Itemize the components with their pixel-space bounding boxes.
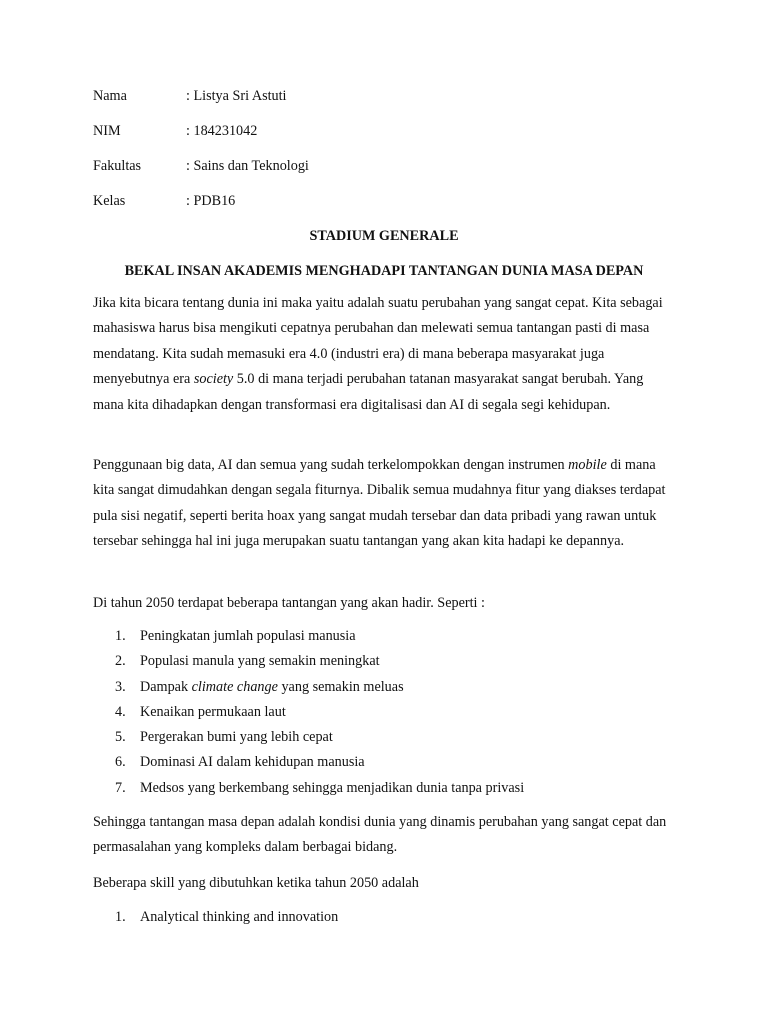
list-number: 1. bbox=[115, 628, 126, 644]
list-text: Analytical thinking and innovation bbox=[140, 909, 339, 925]
list-number: 3. bbox=[115, 678, 126, 695]
list-text: Dominasi AI dalam kehidupan manusia bbox=[140, 754, 365, 771]
list-number: 2. bbox=[115, 653, 126, 670]
paragraph-text: Jika kita bicara tentang dunia ini maka yaitu adalah suatu perubahan yang sangat cepat. Kita sebagai mahasiswa harus bisa mengikuti cepatnya perubahan dan melewati semua tantangan pasti di masa mendatang. Kita sudah memasuki era 4.0 (industri era) di mana beberapa masyarakat juga menyebutnya era bbox=[93, 295, 663, 388]
paragraph-text: Penggunaan big data, AI dan semua yang sudah terkelompokkan dengan instrumen bbox=[93, 457, 569, 473]
document-title: STADIUM GENERALE bbox=[309, 228, 459, 244]
list-item bbox=[93, 649, 677, 674]
paragraph-intro bbox=[93, 291, 677, 418]
list-item bbox=[93, 905, 677, 930]
identity-label: NIM bbox=[93, 123, 121, 139]
list-item bbox=[93, 624, 677, 649]
list-item bbox=[93, 700, 677, 725]
list-text: Medsos yang berkembang sehingga menjadikan dunia tanpa privasi bbox=[140, 779, 525, 796]
identity-label: Nama bbox=[93, 88, 127, 104]
list-text: Pergerakan bumi yang lebih cepat bbox=[140, 729, 333, 746]
paragraph-conclusion: Sehingga tantangan masa depan adalah kondisi dunia yang dinamis perubahan yang sangat cepat dan permasalahan yang kompleks dalam berbagai bidang. bbox=[93, 814, 667, 856]
list-number: 4. bbox=[115, 703, 126, 720]
list-text: Peningkatan jumlah populasi manusia bbox=[140, 628, 356, 644]
list-item bbox=[93, 725, 677, 750]
list-number: 1. bbox=[115, 909, 126, 925]
list-item bbox=[93, 776, 677, 801]
list-text-pre: Dampak bbox=[140, 678, 192, 695]
list-text bbox=[140, 675, 404, 700]
list-number: 5. bbox=[115, 729, 126, 746]
list-item bbox=[93, 675, 677, 700]
identity-value: : Sains dan Teknologi bbox=[186, 158, 309, 174]
challenges-intro: Di tahun 2050 terdapat beberapa tantangan yang akan hadir. Seperti : bbox=[93, 595, 485, 611]
paragraph-italic-term: society bbox=[193, 371, 234, 388]
list-number: 7. bbox=[115, 779, 126, 796]
identity-value: : PDB16 bbox=[186, 193, 236, 209]
paragraph-text: di mana kita sangat dimudahkan dengan segala fiturnya. Dibalik semua mudahnya fitur yang diakses terdapat pula sisi negatif, seperti berita hoax yang sangat mudah tersebar dan data pribadi yang rawan untuk tersebar sehingga hal ini juga merupakan suatu tantangan yang akan kita hadapi ke depannya. bbox=[93, 457, 666, 550]
list-text: Kenaikan permukaan laut bbox=[140, 703, 286, 720]
challenges-list bbox=[93, 624, 677, 801]
identity-value: : 184231042 bbox=[186, 123, 258, 139]
list-italic-term: climate change bbox=[191, 678, 278, 695]
identity-value: : Listya Sri Astuti bbox=[186, 88, 287, 104]
identity-label: Kelas bbox=[93, 193, 126, 209]
list-text-post: yang semakin meluas bbox=[277, 678, 404, 695]
list-item bbox=[93, 750, 677, 775]
document-subtitle: BEKAL INSAN AKADEMIS MENGHADAPI TANTANGAN DUNIA MASA DEPAN bbox=[124, 263, 644, 279]
identity-label: Fakultas bbox=[93, 158, 142, 174]
list-text: Populasi manula yang semakin meningkat bbox=[140, 653, 380, 670]
paragraph-italic-term: mobile bbox=[568, 457, 607, 473]
skills-intro: Beberapa skill yang dibutuhkan ketika tahun 2050 adalah bbox=[93, 875, 419, 891]
paragraph-text: 5.0 di mana terjadi perubahan tatanan masyarakat sangat berubah. Yang mana kita dihadapkan dengan transformasi era digitalisasi dan AI di segala segi kehidupan. bbox=[93, 371, 644, 413]
skills-list bbox=[93, 905, 677, 930]
list-number: 6. bbox=[115, 754, 126, 771]
paragraph-big-data bbox=[93, 453, 677, 555]
